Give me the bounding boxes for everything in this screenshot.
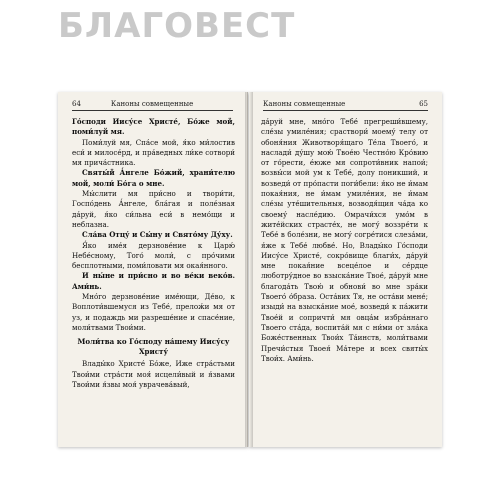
prayer-line: Мно́го дерзнове́ние име́ющи, Де́во, к Воплоти́вшемуся из Тебе́, прелож́и мя от уз, и подаждь ми разреше́ние и спасе́ние, моли́твами Твои́ми. [72, 292, 235, 332]
prayer-line: Мы́слити мя при́сно и твори́ти, Госпо́день А́нгеле, бла́гая и поле́зная да́руй, я́ко си́льна еси́ в немо́щи и неблазна. [72, 189, 235, 229]
page-number-left: 64 [72, 100, 81, 108]
running-title-left: Каноны совмещенные [110, 100, 194, 108]
right-page [249, 92, 442, 447]
book-spine [245, 92, 253, 447]
prayer-text: Влады́ко Христе́ Бо́же, Иже стра́стьми Твои́ми стра́сти моя́ исцели́вый и я́звами Твои́ми я́звы моя́ уврачева́вый, [72, 359, 235, 389]
left-page-header [72, 100, 233, 111]
prayer-line: Го́споди Иису́се Христе́, Бо́же мой, поми́луй мя. [72, 117, 235, 137]
prayer-line: И ны́не и при́сно и во ве́ки веко́в. Ами́нь. [72, 271, 235, 291]
left-page-content [58, 117, 247, 390]
watermark-logo: БЛАГОВЕСТ [58, 6, 296, 46]
prayer-line: Я́ко име́я дерзнове́ние к Царю́ Небе́сному, Того́ моли́, с про́чими бесплотными, поми́ловати мя окая́нного. [72, 240, 235, 271]
prayer-text: да́руй мне, мно́го Тебе́ прегреши́вшему, сле́зы умиле́ния; сраствори́ моему́ телу от обоня́ния Животворя́щаго Те́ла Твоего́, и наслади́ ду́шу мою́ Твое́ю Честно́ю Кро́вию от го́рести, е́юже мя сопроти́вник напои́; возвы́си мой ум к Тебе́, долу поникший, и возведи́ от про́пасти поги́бели: я́ко не и́мам покая́ния, не и́мам умиле́ния, не и́мам сле́зы уте́шительныя, возводя́щия ча́да ко своему́ насле́дию. Омрачи́хся умо́м в жите́йских страсте́х, не могу́ воззре́ти к Тебе́ в боле́зни, не могу́ согре́тися слеза́ми, я́же к Тебе́ любве́. Но, Влады́ко Го́споди Иису́се Христе́, сокро́вище благи́х, да́руй мне покая́ние всеце́лое и се́рдце люботру́дное во взыска́ние Твое́, да́руй мне благода́ть Твою́ и обнови́ во мне зра́ки Твоего́ о́браза. Оста́вих Тя, не оста́ви мене́; изыди́ на взыска́ние мое́, возведи́ к па́жити Твое́й и сопричти́ мя овца́м избра́ннаго Твоего ста́да, воспита́й мя с ни́ми от зла́ка Боже́ственных Твои́х Та́инств, моли́твами Пречи́стыя Твоея́ Ма́тере и всех святы́х Твои́х. Ами́нь. [261, 117, 428, 363]
right-page-content [249, 117, 442, 364]
prayer-line: Сла́ва Отцу́ и Сы́ну и Свято́му Ду́ху. [82, 230, 233, 240]
page-number-right: 65 [419, 100, 428, 108]
running-title-right: Каноны совмещенные [263, 100, 346, 108]
left-page [58, 92, 248, 447]
prayer-line: Святы́й А́нгеле Бо́жий, храни́телю мой, моли́ Бо́га о мне. [72, 168, 235, 188]
prayer-title: Моли́тва ко Го́споду на́шему Иису́су Христу́ [77, 337, 230, 357]
open-book [58, 92, 442, 447]
prayer-line: Поми́луй мя, Спа́се мой, я́ко ми́лостив еси́ и милосе́рд, и пра́ведных ли́ке сотвори́ мя прича́стника. [72, 137, 235, 168]
right-page-header [263, 100, 428, 111]
